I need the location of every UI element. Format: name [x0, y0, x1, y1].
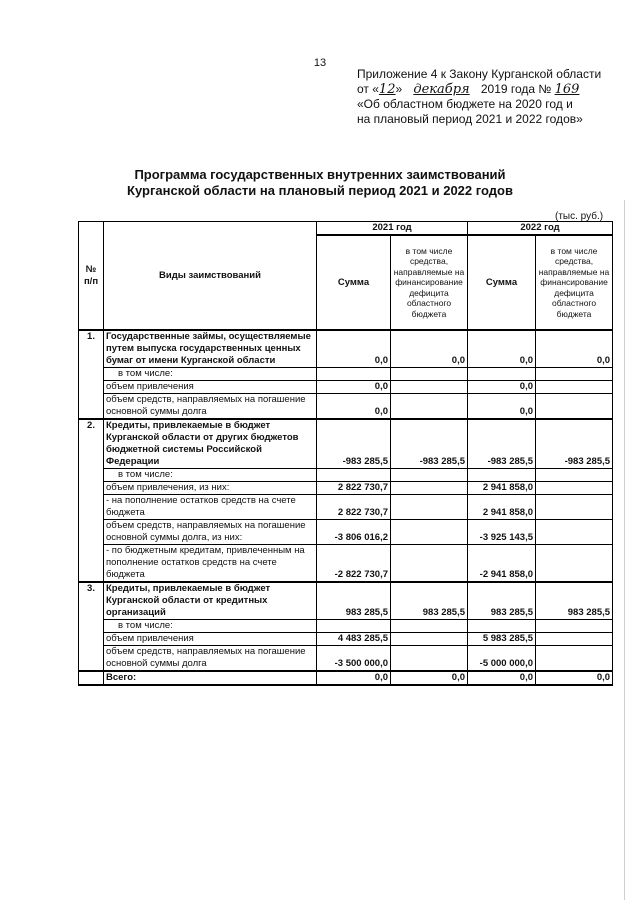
section-2-row-3-sum-2022: -3 925 143,5 [468, 520, 536, 545]
section-2-row-4-sum-2022: -2 941 858,0 [468, 545, 536, 583]
handwritten-day: 12 [378, 82, 396, 97]
header-kind: Виды заимствований [104, 222, 317, 331]
section-2-deficit-2022: -983 285,5 [536, 419, 613, 469]
total-sum-2021: 0,0 [317, 671, 391, 685]
section-1-sum-2021: 0,0 [317, 330, 391, 368]
section-2-row-2-sum-2021: 2 822 730,7 [317, 495, 391, 520]
title-line-2: Курганской области на плановый период 2021 и 2022 годов [127, 183, 513, 198]
section-2-sum-2021: -983 285,5 [317, 419, 391, 469]
section-2-row-2-label: - на пополнение остатков средств на счете бюджета [104, 495, 317, 520]
total-label: Всего: [104, 671, 317, 685]
section-2-row-3-label: объем средств, направляемых на погашение основной суммы долга, из них: [104, 520, 317, 545]
section-1-deficit-2022: 0,0 [536, 330, 613, 368]
section-3-row-1-label: объем привлечения [104, 633, 317, 646]
section-1-name: Государственные займы, осуществляемые путем выпуска государственных ценных бумаг от имени Курганской области [104, 330, 317, 368]
section-1-including: в том числе: [104, 368, 317, 381]
section-3-name: Кредиты, привлекаемые в бюджет Курганской области от кредитных организаций [104, 582, 317, 620]
header-sum-2021: Сумма [317, 235, 391, 330]
section-3-no: 3. [79, 582, 104, 671]
appendix-line-3: «Об областном бюджете на 2020 год и [357, 97, 573, 111]
section-3-row-1-sum-2022: 5 983 285,5 [468, 633, 536, 646]
appendix-year: 2019 года № [480, 82, 552, 96]
section-1-row-2-sum-2021: 0,0 [317, 394, 391, 420]
section-2-row-2-sum-2022: 2 941 858,0 [468, 495, 536, 520]
total-deficit-2021: 0,0 [391, 671, 468, 685]
scan-edge-line [624, 200, 625, 900]
total-sum-2022: 0,0 [468, 671, 536, 685]
section-2-deficit-2021: -983 285,5 [391, 419, 468, 469]
section-2-row-1-label: объем привлечения, из них: [104, 482, 317, 495]
section-2-including: в том числе: [104, 469, 317, 482]
appendix-line-2 [357, 82, 627, 97]
section-2-row-3-sum-2021: -3 806 016,2 [317, 520, 391, 545]
section-3-deficit-2021: 983 285,5 [391, 582, 468, 620]
header-deficit-2022: в том числе средства, направляемые на финансирование дефицита областного бюджета [536, 235, 613, 330]
section-1-deficit-2021: 0,0 [391, 330, 468, 368]
section-2-name: Кредиты, привлекаемые в бюджет Курганской области от других бюджетов бюджетной системы Российской Федерации [104, 419, 317, 469]
header-deficit-2021: в том числе средства, направляемые на финансирование дефицита областного бюджета [391, 235, 468, 330]
section-2-row-1-sum-2022: 2 941 858,0 [468, 482, 536, 495]
units-note: (тыс. руб.) [555, 211, 604, 222]
appendix-date-prefix: от « [357, 82, 379, 96]
section-3-row-2-label: объем средств, направляемых на погашение основной суммы долга [104, 646, 317, 672]
section-1-row-2-sum-2022: 0,0 [468, 394, 536, 420]
appendix-date-mid: » [395, 82, 403, 96]
section-2-row-4-sum-2021: -2 822 730,7 [317, 545, 391, 583]
section-3-sum-2021: 983 285,5 [317, 582, 391, 620]
section-3-row-1-sum-2021: 4 483 285,5 [317, 633, 391, 646]
section-1-no: 1. [79, 330, 104, 419]
section-1-row-1-sum-2022: 0,0 [468, 381, 536, 394]
appendix-line-4: на плановый период 2021 и 2022 годов» [357, 112, 583, 126]
section-3-deficit-2022: 983 285,5 [536, 582, 613, 620]
section-1-sum-2022: 0,0 [468, 330, 536, 368]
section-2-no: 2. [79, 419, 104, 582]
section-2-sum-2022: -983 285,5 [468, 419, 536, 469]
section-2-row-4-label: - по бюджетным кредитам, привлеченным на пополнение остатков средств на счете бюджета [104, 545, 317, 583]
section-3-sum-2022: 983 285,5 [468, 582, 536, 620]
header-year-2021: 2021 год [317, 222, 468, 236]
header-sum-2022: Сумма [468, 235, 536, 330]
appendix-header [357, 67, 627, 127]
section-3-row-2-sum-2022: -5 000 000,0 [468, 646, 536, 672]
section-1-row-1-sum-2021: 0,0 [317, 381, 391, 394]
section-3-row-2-sum-2021: -3 500 000,0 [317, 646, 391, 672]
handwritten-number: 169 [554, 82, 580, 97]
handwritten-month: декабря [413, 82, 470, 97]
page-number: 13 [313, 57, 327, 69]
header-year-2022: 2022 год [468, 222, 613, 236]
section-2-row-1-sum-2021: 2 822 730,7 [317, 482, 391, 495]
borrowing-program-table [78, 221, 613, 686]
document-title [0, 167, 640, 199]
total-deficit-2022: 0,0 [536, 671, 613, 685]
section-1-row-1-label: объем привлечения [104, 381, 317, 394]
title-line-1: Программа государственных внутренних заимствований [134, 167, 506, 182]
section-1-row-2-label: объем средств, направляемых на погашение основной суммы долга [104, 394, 317, 420]
header-no: № п/п [79, 222, 104, 331]
section-3-including: в том числе: [104, 620, 317, 633]
appendix-line-1: Приложение 4 к Закону Курганской области [357, 67, 602, 81]
